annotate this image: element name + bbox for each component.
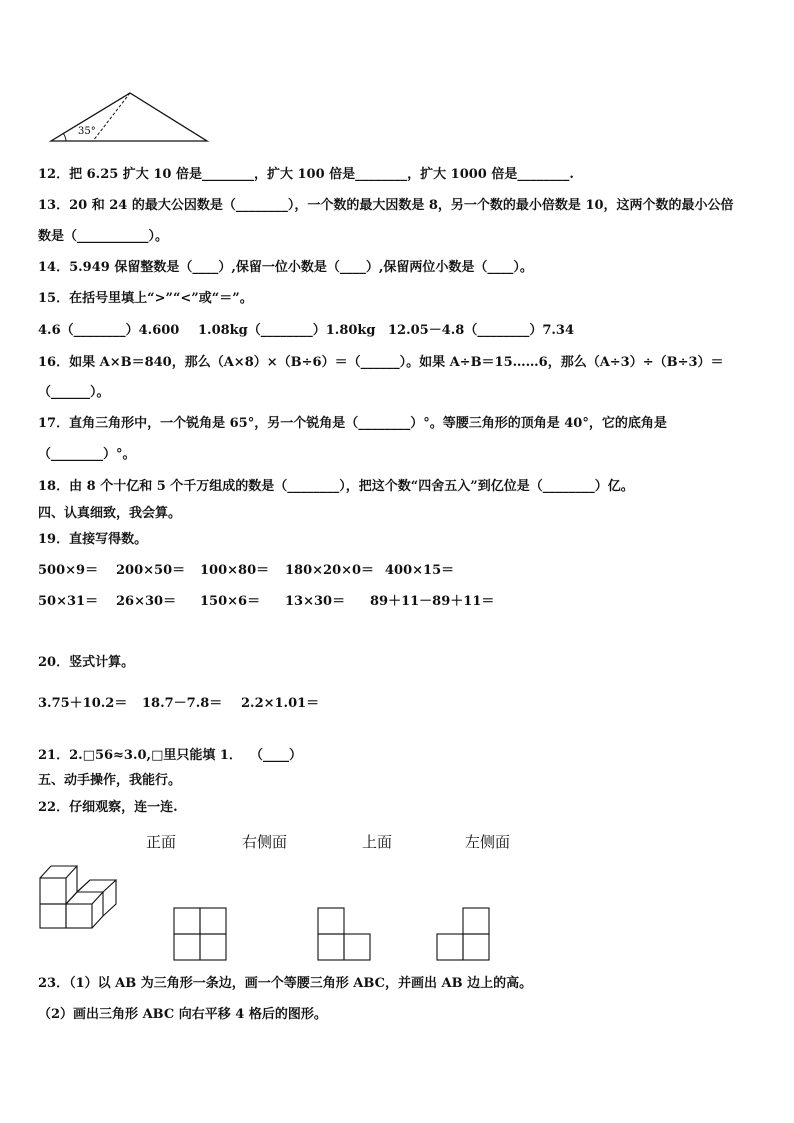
view-label-front: 正面	[146, 833, 177, 851]
view-grid-2	[318, 908, 370, 960]
question-23-part2: （2）画出三角形 ABC 向右平移 4 格后的图形。	[38, 1007, 327, 1022]
question-14: 14．5.949 保留整数是（____）,保留一位小数是（____）,保留两位小数是（____）。	[38, 260, 533, 275]
question-13-line1: 13．20 和 24 的最大公因数是（________），一个数的最大因数是 8，另一个数的最小倍数是 10，这两个数的最小公倍	[38, 198, 734, 213]
question-13-line2: 数是（___________）。	[38, 229, 169, 244]
question-15: 15．在括号里填上“>”“<”或“＝”。	[38, 291, 253, 306]
question-17-line1: 17．直角三角形中，一个锐角是 65°，另一个锐角是（________）°。等腰三角形的顶角是 40°，它的底角是	[38, 416, 667, 431]
q20-item-2: 18.7－7.8＝	[142, 696, 223, 711]
q19-r1-c1: 500×9＝	[38, 563, 99, 578]
question-23-part1: 23．（1）以 AB 为三角形一条边，画一个等腰三角形 ABC，并画出 AB 边上的高。	[38, 976, 533, 991]
q19-r1-c3: 100×80＝	[200, 563, 270, 578]
angle-label: 35°	[78, 126, 96, 137]
q19-r1-c2: 200×50＝	[116, 563, 186, 578]
q19-r2-c4: 13×30＝	[285, 594, 346, 609]
view-grid-3	[437, 908, 489, 960]
q19-r2-c5: 89＋11－89＋11＝	[370, 594, 495, 609]
view-label-top: 上面	[362, 833, 393, 851]
q19-r2-c3: 150×6＝	[200, 594, 261, 609]
question-16-line2: （______）。	[38, 385, 110, 400]
view-label-left: 左侧面	[465, 833, 511, 851]
q15-item-2: 1.08kg（________）1.80kg	[198, 323, 376, 338]
view-label-right: 右侧面	[242, 833, 288, 851]
question-12: 12．把 6.25 扩大 10 倍是________，扩大 100 倍是________，扩大 1000 倍是________.	[38, 167, 574, 182]
section-4-heading: 四、认真细致，我会算。	[38, 506, 182, 521]
question-20: 20．竖式计算。	[38, 655, 135, 670]
q19-r2-c1: 50×31＝	[38, 594, 99, 609]
question-17-line2: （________）°。	[38, 447, 136, 462]
question-19: 19．直接写得数。	[38, 532, 148, 547]
question-16-line1: 16．如果 A×B＝840，那么（A×8）×（B÷6）＝（______）。如果 A÷B＝15……6，那么（A÷3）÷（B÷3）＝	[38, 355, 724, 370]
question-18: 18．由 8 个十亿和 5 个千万组成的数是（________），把这个数“四舍五入”到亿位是（________）亿。	[38, 479, 634, 494]
q15-item-1: 4.6（________）4.600	[38, 323, 180, 338]
q21-answer-blank: （____）	[250, 748, 303, 763]
question-22: 22．仔细观察，连一连.	[38, 800, 178, 815]
q15-item-3: 12.05－4.8（________）7.34	[388, 323, 574, 338]
q19-r1-c5: 400×15＝	[385, 563, 455, 578]
question-21: 21．2.□56≈3.0,□里只能填 1．	[38, 748, 242, 763]
q20-item-1: 3.75＋10.2＝	[38, 696, 128, 711]
view-grid-1	[174, 908, 226, 960]
q19-r1-c4: 180×20×0＝	[285, 563, 375, 578]
q20-item-3: 2.2×1.01＝	[241, 696, 320, 711]
q19-r2-c2: 26×30＝	[116, 594, 177, 609]
section-5-heading: 五、动手操作，我能行。	[38, 773, 182, 788]
